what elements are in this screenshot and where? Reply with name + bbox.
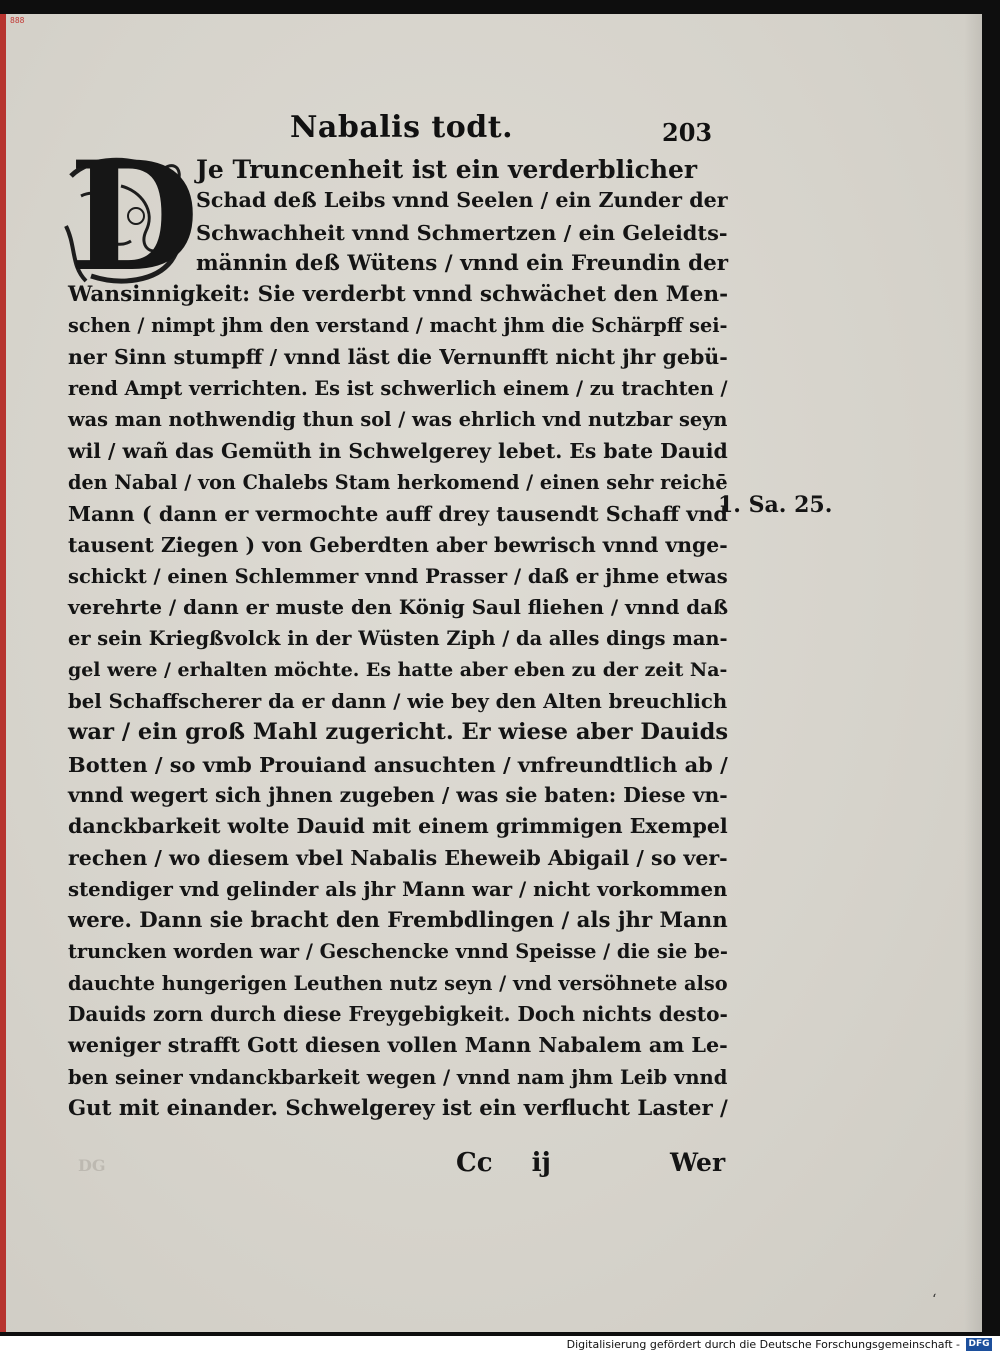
running-head: Nabalis todt.	[290, 110, 514, 145]
text-line: truncken worden war / Geschencke vnnd Speisse / die sie be-	[68, 940, 728, 964]
dfg-logo: DFG	[966, 1338, 992, 1351]
text-line: männin deß Wütens / vnnd ein Freundin der	[196, 250, 729, 276]
funding-notice: Digitalisierung gefördert durch die Deutsche Forschungsgemeinschaft -	[566, 1338, 960, 1351]
text-line: schickt / einen Schlemmer vnnd Prasser / daß er jhme etwas	[68, 564, 728, 588]
text-line: tausent Ziegen ) von Geberdten aber bewrisch vnnd vnge-	[68, 532, 728, 557]
catchword: Wer	[670, 1148, 726, 1177]
text-line: bel Schaffscherer da er dann / wie bey den Alten breuchlich	[68, 690, 728, 714]
margin-note: 1. Sa. 25.	[718, 492, 833, 518]
text-line: ner Sinn stumpff / vnnd läst die Vernunfft nicht jhr gebü-	[68, 344, 728, 369]
initial-letter: D	[69, 129, 200, 305]
text-line: danckbarkeit wolte Dauid mit einem grimmigen Exempel	[68, 814, 728, 839]
page-edge-shadow	[964, 14, 982, 1332]
signature-mark: Cc ij	[456, 1148, 551, 1178]
text-line: were. Dann sie bracht den Frembdlingen / als jhr Mann	[68, 908, 728, 934]
library-stamp: DG	[78, 1156, 106, 1175]
text-line: Schwachheit vnnd Schmertzen / ein Geleidts-	[196, 219, 728, 245]
text-line: war / ein groß Mahl zugericht. Er wiese aber Dauids	[68, 719, 729, 746]
text-line: Schad deß Leibs vnnd Seelen / ein Zunder der	[196, 188, 728, 213]
corner-mark: 888	[10, 16, 25, 25]
ink-speck: ‘	[932, 1292, 937, 1308]
body-text	[68, 154, 728, 1124]
text-line: Mann ( dann er vermochte auff drey tausendt Schaff vnd	[68, 501, 728, 527]
text-line: vnnd wegert sich jhnen zugeben / was sie baten: Diese vn-	[68, 782, 728, 807]
text-line: verehrte / dann er muste den König Saul fliehen / vnnd daß	[68, 595, 729, 620]
text-line: dauchte hungerigen Leuthen nutz seyn / vnd versöhnete also	[68, 971, 728, 995]
text-line: wil / wañ das Gemüth in Schwelgerey lebet. Es bate Dauid	[68, 438, 728, 463]
text-line: stendiger vnd gelinder als jhr Mann war / nicht vorkommen	[68, 877, 728, 901]
text-line: Dauids zorn durch diese Freygebigkeit. Doch nichts desto-	[68, 1002, 728, 1027]
page-number: 203	[662, 118, 713, 147]
text-line: Botten / so vmb Prouiand ansuchten / vnfreundtlich ab /	[68, 751, 728, 777]
text-line: rend Ampt verrichten. Es ist schwerlich einem / zu trachten /	[68, 377, 728, 401]
text-line: den Nabal / von Chalebs Stam herkomend / einen sehr reichē	[68, 470, 728, 494]
text-line: Je Truncenheit ist ein verderblicher	[196, 155, 698, 184]
text-line: Gut mit einander. Schwelgerey ist ein verflucht Laster /	[68, 1095, 728, 1121]
book-page	[0, 14, 982, 1332]
text-line: ben seiner vndanckbarkeit wegen / vnnd nam jhm Leib vnnd	[68, 1065, 728, 1089]
text-line: Wansinnigkeit: Sie verderbt vnnd schwächet den Men-	[68, 282, 729, 308]
text-line: weniger strafft Gott diesen vollen Mann Nabalem am Le-	[68, 1033, 728, 1058]
text-line: er sein Kriegßvolck in der Wüsten Ziph / da alles dings man-	[68, 627, 728, 651]
footer-bar	[0, 1336, 1000, 1354]
text-line: was man nothwendig thun sol / was ehrlich vnd nutzbar seyn	[68, 408, 728, 432]
text-line: gel were / erhalten möchte. Es hatte aber eben zu der zeit Na-	[68, 658, 728, 681]
text-line: schen / nimpt jhm den verstand / macht jhm die Schärpff sei-	[68, 314, 728, 338]
text-line: rechen / wo diesem vbel Nabalis Eheweib Abigail / so ver-	[68, 845, 728, 870]
